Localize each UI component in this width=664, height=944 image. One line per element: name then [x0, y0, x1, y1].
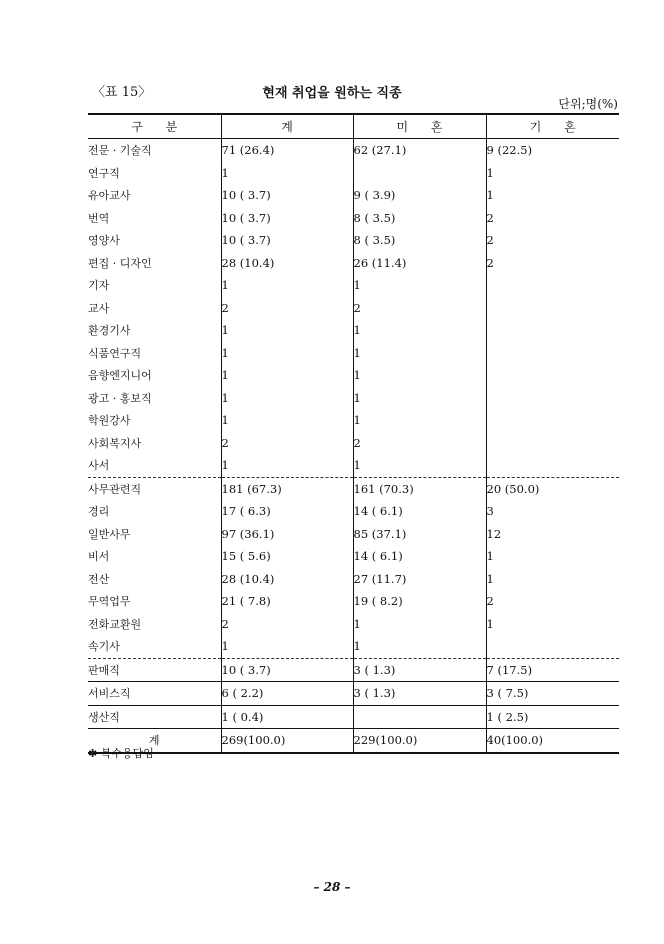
- cell-married: 1: [486, 162, 619, 185]
- row-label: 판매직: [88, 658, 221, 682]
- table-row: [88, 342, 619, 365]
- row-label: 사무관련직: [88, 477, 221, 500]
- header-row: [88, 114, 619, 139]
- cell-single: [353, 162, 486, 185]
- cell-single: 161 (70.3): [353, 477, 486, 500]
- cell-total: 17 ( 6.3): [221, 500, 353, 523]
- header-total: 계: [221, 114, 353, 139]
- cell-total: 10 ( 3.7): [221, 229, 353, 252]
- table-row: [88, 613, 619, 636]
- cell-total: 1: [221, 387, 353, 410]
- cell-total: 10 ( 3.7): [221, 184, 353, 207]
- cell-single: 19 ( 8.2): [353, 590, 486, 613]
- cell-single: 2: [353, 432, 486, 455]
- cell-married: 2: [486, 229, 619, 252]
- unit-label: 단위;명(%): [558, 97, 618, 111]
- cell-single: 9 ( 3.9): [353, 184, 486, 207]
- row-label: 계: [88, 729, 221, 753]
- header-married: 기 혼: [486, 114, 619, 139]
- cell-married: 9 (22.5): [486, 139, 619, 162]
- table-row: [88, 162, 619, 185]
- cell-married: 1: [486, 613, 619, 636]
- row-label: 교사: [88, 301, 110, 315]
- table-row: [88, 274, 619, 297]
- cell-total: 10 ( 3.7): [221, 207, 353, 230]
- row-label: 비서: [88, 550, 110, 564]
- row-label: 경리: [88, 505, 110, 519]
- cell-married: 1: [486, 184, 619, 207]
- cell-married: 40(100.0): [486, 729, 619, 753]
- table-row: [88, 252, 619, 275]
- cell-single: 1: [353, 387, 486, 410]
- cell-total: 1: [221, 364, 353, 387]
- table-row: [88, 454, 619, 477]
- cell-married: [486, 635, 619, 658]
- cell-total: 1: [221, 162, 353, 185]
- table-row: [88, 364, 619, 387]
- row-label: 전산: [88, 572, 110, 586]
- cell-married: [486, 387, 619, 410]
- cell-total: 1: [221, 409, 353, 432]
- cell-total: 1: [221, 319, 353, 342]
- cell-married: 3: [486, 500, 619, 523]
- cell-married: 20 (50.0): [486, 477, 619, 500]
- cell-married: 1 ( 2.5): [486, 705, 619, 729]
- table-row: [88, 409, 619, 432]
- table-row: [88, 545, 619, 568]
- table-row: [88, 682, 619, 706]
- footnote: ✱ 복수응답임: [88, 747, 154, 760]
- cell-total: 1 ( 0.4): [221, 705, 353, 729]
- cell-married: [486, 342, 619, 365]
- row-label: 전문 · 기술직: [88, 144, 152, 158]
- row-label: 환경기사: [88, 324, 131, 338]
- row-label: 서비스직: [88, 682, 221, 706]
- table-row: [88, 705, 619, 729]
- cell-single: 1: [353, 319, 486, 342]
- cell-total: 1: [221, 454, 353, 477]
- table-row: [88, 139, 619, 162]
- cell-total: 28 (10.4): [221, 252, 353, 275]
- cell-married: 1: [486, 545, 619, 568]
- cell-single: 1: [353, 409, 486, 432]
- cell-married: 1: [486, 568, 619, 591]
- table-row: [88, 477, 619, 500]
- cell-married: 2: [486, 590, 619, 613]
- cell-total: 2: [221, 613, 353, 636]
- cell-single: 1: [353, 342, 486, 365]
- cell-married: 2: [486, 252, 619, 275]
- cell-single: 62 (27.1): [353, 139, 486, 162]
- cell-single: 1: [353, 635, 486, 658]
- cell-married: [486, 274, 619, 297]
- cell-single: 85 (37.1): [353, 523, 486, 546]
- table-row: [88, 500, 619, 523]
- cell-single: 26 (11.4): [353, 252, 486, 275]
- cell-single: 1: [353, 454, 486, 477]
- table-row: [88, 229, 619, 252]
- row-label: 연구직: [88, 166, 120, 180]
- table-row: [88, 635, 619, 658]
- table-row: [88, 297, 619, 320]
- cell-single: 14 ( 6.1): [353, 500, 486, 523]
- job-preference-table: [88, 113, 619, 754]
- page-number: – 28 –: [313, 880, 351, 894]
- cell-married: [486, 297, 619, 320]
- cell-single: 3 ( 1.3): [353, 682, 486, 706]
- cell-total: 28 (10.4): [221, 568, 353, 591]
- cell-married: [486, 409, 619, 432]
- row-label: 생산직: [88, 705, 221, 729]
- row-label: 기자: [88, 279, 110, 293]
- cell-married: 7 (17.5): [486, 658, 619, 682]
- cell-total: 71 (26.4): [221, 139, 353, 162]
- cell-married: [486, 432, 619, 455]
- cell-single: 1: [353, 613, 486, 636]
- cell-married: [486, 364, 619, 387]
- cell-total: 6 ( 2.2): [221, 682, 353, 706]
- cell-single: 1: [353, 274, 486, 297]
- cell-married: 12: [486, 523, 619, 546]
- cell-single: 14 ( 6.1): [353, 545, 486, 568]
- table-row: [88, 184, 619, 207]
- row-label: 무역업무: [88, 595, 131, 609]
- cell-total: 15 ( 5.6): [221, 545, 353, 568]
- table-row: [88, 590, 619, 613]
- table-title: 현재 취업을 원하는 직종: [262, 86, 402, 101]
- row-label: 사서: [88, 459, 110, 473]
- row-label: 유아교사: [88, 189, 131, 203]
- table-row: [88, 207, 619, 230]
- cell-total: 1: [221, 274, 353, 297]
- cell-single: 3 ( 1.3): [353, 658, 486, 682]
- cell-single: 8 ( 3.5): [353, 229, 486, 252]
- row-label: 번역: [88, 211, 110, 225]
- cell-total: 2: [221, 297, 353, 320]
- row-label: 일반사무: [88, 527, 131, 541]
- table-row: [88, 319, 619, 342]
- row-label: 식품연구직: [88, 346, 142, 360]
- cell-total: 1: [221, 635, 353, 658]
- cell-single: 27 (11.7): [353, 568, 486, 591]
- table-row: [88, 387, 619, 410]
- cell-total: 2: [221, 432, 353, 455]
- table-row: [88, 523, 619, 546]
- table-row: [88, 729, 619, 753]
- table-row: [88, 658, 619, 682]
- cell-single: 8 ( 3.5): [353, 207, 486, 230]
- cell-total: 269(100.0): [221, 729, 353, 753]
- table-row: [88, 568, 619, 591]
- cell-single: 1: [353, 364, 486, 387]
- row-label: 편집 · 디자인: [88, 256, 152, 270]
- row-label: 전화교환원: [88, 617, 142, 631]
- cell-total: 10 ( 3.7): [221, 658, 353, 682]
- cell-total: 97 (36.1): [221, 523, 353, 546]
- cell-married: 2: [486, 207, 619, 230]
- cell-married: [486, 454, 619, 477]
- row-label: 학원강사: [88, 414, 131, 428]
- cell-total: 21 ( 7.8): [221, 590, 353, 613]
- row-label: 광고 · 홍보직: [88, 391, 152, 405]
- cell-married: 3 ( 7.5): [486, 682, 619, 706]
- cell-married: [486, 319, 619, 342]
- row-label: 속기사: [88, 640, 120, 654]
- cell-single: 229(100.0): [353, 729, 486, 753]
- cell-total: 181 (67.3): [221, 477, 353, 500]
- row-label: 영양사: [88, 234, 120, 248]
- table-number: 〈표 15〉: [92, 85, 152, 100]
- cell-single: 2: [353, 297, 486, 320]
- cell-single: [353, 705, 486, 729]
- table-row: [88, 432, 619, 455]
- row-label: 사회복지사: [88, 436, 142, 450]
- cell-total: 1: [221, 342, 353, 365]
- row-label: 음향엔지니어: [88, 369, 152, 383]
- header-category: 구 분: [88, 114, 221, 139]
- header-single: 미 혼: [353, 114, 486, 139]
